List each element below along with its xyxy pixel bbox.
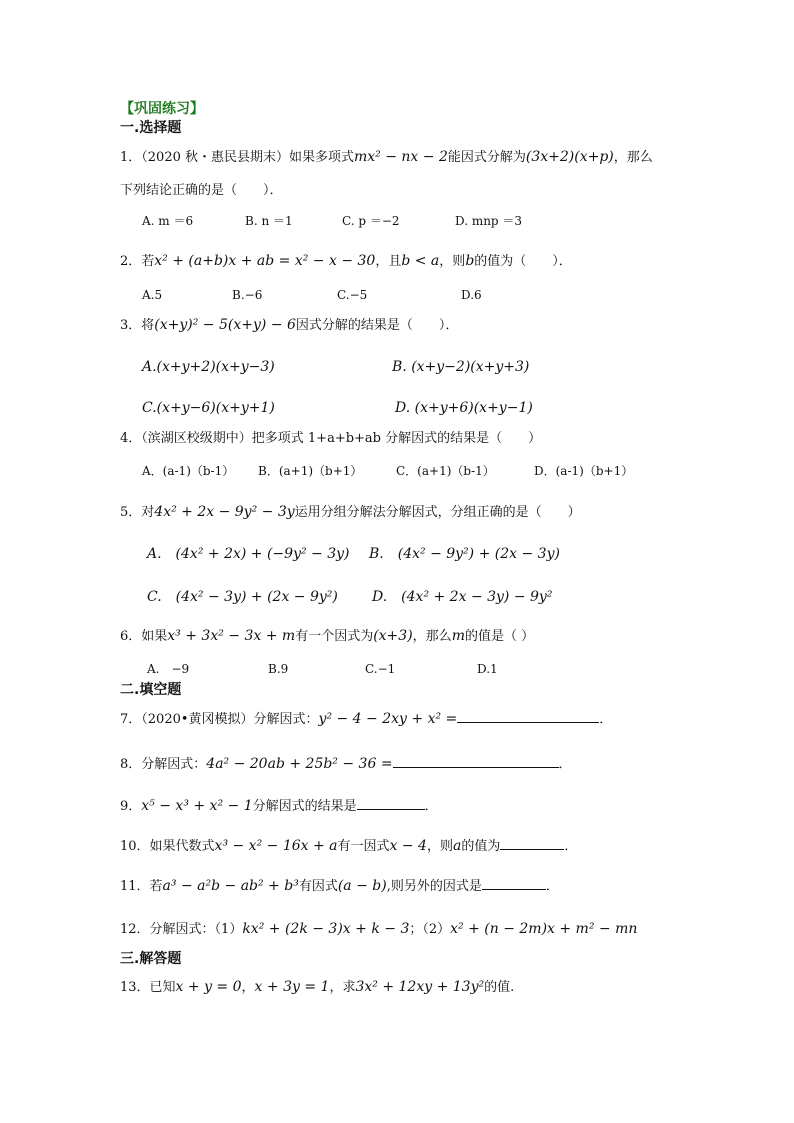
q13-eq1: x + y = 0 bbox=[175, 979, 242, 995]
q1-option-a: A. m ＝6 bbox=[142, 214, 194, 228]
q5-end: 运用分组分解法分解因式，分组正确的是（ ） bbox=[294, 505, 581, 520]
q10-answer-blank[interactable] bbox=[500, 837, 564, 850]
q4-option-d: D．(a-1)（b+1） bbox=[534, 464, 634, 478]
q6-mid2: ，那么 bbox=[412, 629, 452, 644]
q6-factor: (x+3) bbox=[373, 628, 413, 644]
q10-mid2: ，则 bbox=[426, 839, 453, 854]
q11-prefix: 11．若 bbox=[120, 879, 163, 894]
section-choice: 一.选择题 bbox=[120, 120, 182, 136]
question-2 bbox=[120, 252, 572, 271]
q5-prefix: 5．对 bbox=[120, 505, 155, 520]
q1-prefix: 1．（2020 秋・惠民县期末）如果多项式 bbox=[120, 150, 354, 165]
q6-option-b: B.9 bbox=[268, 662, 289, 676]
q5-option-c: C. (4x² − 3y) + (2x − 9y²) bbox=[147, 589, 338, 605]
q11-end2: ． bbox=[545, 879, 559, 894]
q13-end: 的值. bbox=[484, 980, 515, 995]
q7-prefix: 7．（2020•黄冈模拟）分解因式： bbox=[120, 712, 319, 727]
q2-mid2: ，则 bbox=[439, 254, 466, 269]
q6-option-d: D.1 bbox=[477, 662, 498, 676]
q12-prefix: 12．分解因式：（1） bbox=[120, 922, 243, 937]
q2-condition: b < a bbox=[401, 253, 440, 269]
q1-option-c: C. p ＝−2 bbox=[342, 214, 400, 228]
q9-mid: 分解因式的结果是 bbox=[252, 799, 357, 814]
q1-expr1: mx² − nx − 2 bbox=[354, 149, 448, 165]
q10-var: a bbox=[452, 838, 462, 854]
question-1-line2: 下列结论正确的是（ ）． bbox=[120, 183, 283, 198]
q6-end: 的值是（ ） bbox=[464, 629, 535, 644]
q5-option-a: A. (4x² + 2x) + (−9y² − 3y) bbox=[147, 546, 350, 562]
question-6 bbox=[120, 627, 534, 646]
q5-option-d: D. (4x² + 2x − 3y) − 9y² bbox=[372, 589, 553, 605]
q6-expr: x³ + 3x² − 3x + m bbox=[167, 628, 296, 644]
q10-expr: x³ − x² − 16x + a bbox=[214, 838, 338, 854]
q2-option-d: D.6 bbox=[461, 288, 482, 302]
q5-expr: 4x² + 2x − 9y² − 3y bbox=[154, 504, 295, 520]
q11-expr: a³ − a²b − ab² + b³ bbox=[162, 878, 299, 894]
q3-option-b: B. (x+y−2)(x+y+3) bbox=[392, 359, 530, 375]
q2-end: 的值为（ ）． bbox=[474, 254, 572, 269]
section-solve: 三.解答题 bbox=[120, 951, 182, 967]
q12-mid: ；（2） bbox=[409, 922, 451, 937]
q6-option-a: A. −9 bbox=[147, 662, 190, 676]
q6-option-c: C.−1 bbox=[365, 662, 396, 676]
q11-mid: 有因式 bbox=[298, 879, 338, 894]
question-3 bbox=[120, 316, 458, 335]
q3-option-d: D. (x+y+6)(x+y−1) bbox=[395, 400, 533, 416]
q6-prefix: 6．如果 bbox=[120, 629, 168, 644]
q9-answer-blank[interactable] bbox=[357, 797, 425, 810]
q12-expr1: kx² + (2k − 3)x + k − 3 bbox=[242, 921, 410, 937]
q7-expr: y² − 4 − 2xy + x² = bbox=[318, 711, 458, 727]
q2-option-a: A.5 bbox=[142, 288, 163, 302]
q4-option-c: C．(a+1)（b-1） bbox=[396, 464, 495, 478]
q13-prefix: 13．已知 bbox=[120, 980, 176, 995]
q4-option-b: B．(a+1)（b+1） bbox=[258, 464, 363, 478]
q10-end: ． bbox=[564, 839, 578, 854]
q10-factor: x − 4 bbox=[389, 838, 427, 854]
q11-factor: (a − b) bbox=[337, 878, 387, 894]
q9-expr: x⁵ − x³ + x² − 1 bbox=[141, 798, 253, 814]
question-11 bbox=[120, 877, 559, 896]
question-13 bbox=[120, 978, 514, 997]
q8-end: ． bbox=[558, 757, 572, 772]
q2-option-c: C.−5 bbox=[337, 288, 368, 302]
q8-answer-blank[interactable] bbox=[393, 755, 559, 768]
q9-prefix: 9． bbox=[120, 799, 142, 814]
q6-mid: 有一个因式为 bbox=[295, 629, 374, 644]
q3-option-c: C.(x+y−6)(x+y+1) bbox=[142, 400, 275, 416]
q3-expr: (x+y)² − 5(x+y) − 6 bbox=[154, 317, 296, 333]
q7-end: ． bbox=[599, 712, 613, 727]
q5-option-b: B. (4x² − 9y²) + (2x − 3y) bbox=[369, 546, 560, 562]
q6-var: m bbox=[451, 628, 465, 644]
q4-option-a: A．(a-1)（b-1） bbox=[142, 464, 235, 478]
q1-mid: 能因式分解为 bbox=[447, 150, 526, 165]
question-7 bbox=[120, 710, 612, 729]
q12-expr2: x² + (n − 2m)x + m² − mn bbox=[450, 921, 638, 937]
q11-end: ,则另外的因式是 bbox=[386, 879, 482, 894]
q10-mid3: 的值为 bbox=[461, 839, 501, 854]
q1-option-b: B. n ＝1 bbox=[245, 214, 293, 228]
question-10 bbox=[120, 837, 577, 856]
question-12 bbox=[120, 920, 637, 939]
page-heading: 【巩固练习】 bbox=[120, 101, 204, 117]
q2-expr: x² + (a+b)x + ab = x² − x − 30 bbox=[154, 253, 376, 269]
q10-prefix: 10．如果代数式 bbox=[120, 839, 215, 854]
q3-prefix: 3．将 bbox=[120, 318, 155, 333]
q11-answer-blank[interactable] bbox=[482, 877, 546, 890]
q2-var: b bbox=[465, 253, 475, 269]
question-4: 4．（滨湖区校级期中）把多项式 1+a+b+ab 分解因式的结果是（ ） bbox=[120, 431, 542, 446]
q13-mid: ，求 bbox=[329, 980, 356, 995]
q1-expr2: (3x+2)(x+p) bbox=[525, 149, 614, 165]
section-fill-blank: 二.填空题 bbox=[120, 682, 182, 698]
q8-expr: 4a² − 20ab + 25b² − 36 = bbox=[206, 756, 393, 772]
q2-option-b: B.−6 bbox=[232, 288, 263, 302]
q7-answer-blank[interactable] bbox=[457, 710, 599, 723]
q13-sep: ， bbox=[241, 980, 255, 995]
q13-eq2: x + 3y = 1 bbox=[254, 979, 330, 995]
q10-mid: 有一因式 bbox=[337, 839, 390, 854]
question-5 bbox=[120, 503, 581, 522]
question-1-line1 bbox=[120, 148, 653, 167]
q2-mid: ，且 bbox=[375, 254, 402, 269]
q2-prefix: 2．若 bbox=[120, 254, 155, 269]
question-9 bbox=[120, 797, 438, 816]
q1-option-d: D. mnp ＝3 bbox=[455, 214, 523, 228]
q9-end: ． bbox=[424, 799, 438, 814]
q1-end: ，那么 bbox=[613, 150, 653, 165]
q8-prefix: 8．分解因式： bbox=[120, 757, 207, 772]
question-8 bbox=[120, 755, 572, 774]
q13-expr: 3x² + 12xy + 13y² bbox=[355, 979, 485, 995]
q3-end: 因式分解的结果是（ ）． bbox=[295, 318, 459, 333]
q3-option-a: A.(x+y+2)(x+y−3) bbox=[142, 359, 275, 375]
